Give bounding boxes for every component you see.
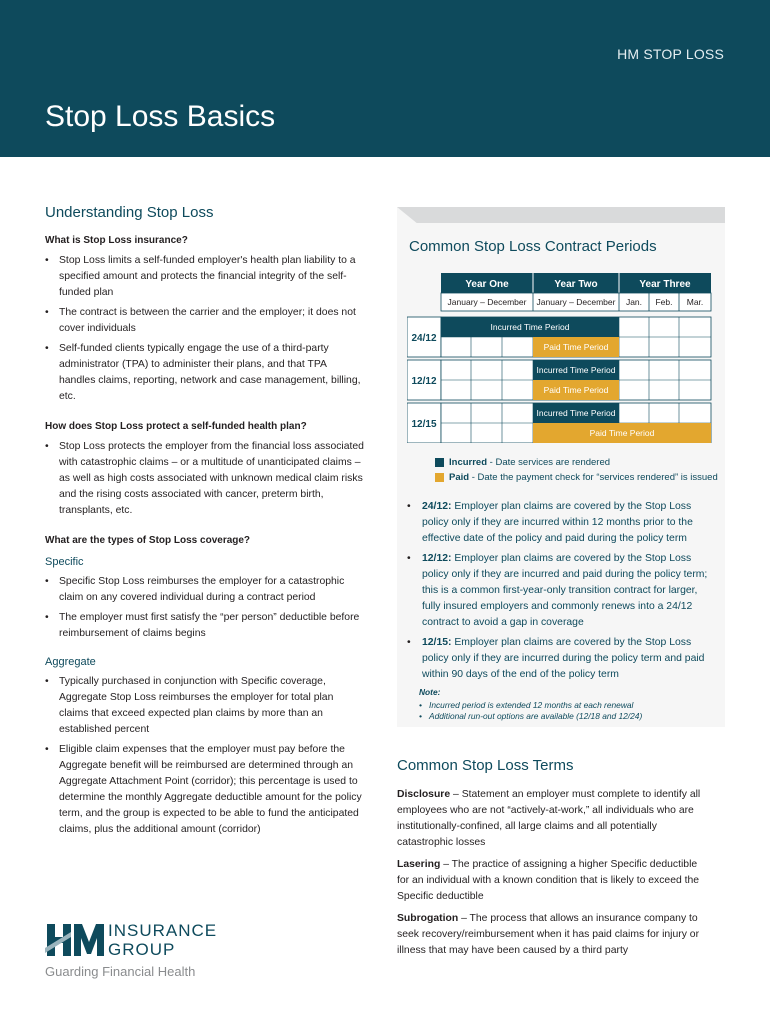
bullet-label: 12/15: [422, 637, 452, 648]
term-disclosure [397, 787, 707, 851]
subheading-specific: Specific [45, 556, 84, 568]
panel-title: Common Stop Loss Contract Periods [409, 238, 657, 255]
list-item: • The employer must first satisfy the “per person” deductible before reimbursement of claims begins [45, 610, 365, 642]
month-header-year-two: January – December [536, 297, 616, 307]
logo-word-insurance: INSURANCE [108, 921, 218, 940]
legend-paid-desc: - Date the payment check for “services rendered” is issued [469, 472, 718, 483]
list-item: • The contract is between the carrier and the employer; it does not cover individuals [45, 305, 365, 337]
aggregate-list [45, 674, 365, 838]
legend-incurred [435, 455, 718, 470]
row-label: 24/12 [411, 333, 437, 344]
term-name: Disclosure [397, 789, 451, 800]
terms-section [397, 757, 707, 965]
list-item [407, 635, 715, 683]
what-is-list [45, 253, 365, 405]
bullet-label: 24/12: [422, 501, 452, 512]
month-header-mar: Mar. [686, 297, 704, 307]
row-label: 12/12 [411, 376, 437, 387]
incurred-bar-label: Incurred Time Period [536, 365, 616, 375]
year-one-header: Year One [465, 279, 509, 290]
list-item [407, 499, 715, 547]
note-item: • Incurred period is extended 12 months at each renewal [419, 700, 709, 711]
contract-periods-table [407, 273, 713, 443]
row-12-12 [407, 360, 711, 400]
row-24-12 [407, 317, 711, 357]
page-title: Stop Loss Basics [45, 100, 276, 133]
note-title: Note: [419, 687, 441, 697]
term-name: Lasering [397, 859, 441, 870]
how-protect-list [45, 439, 365, 519]
paid-bar-label: Paid Time Period [589, 428, 655, 438]
list-item: • Stop Loss limits a self-funded employer's health plan liability to a specified amount and protects the financial integrity of the self-funded plan [45, 253, 365, 301]
logo-word-group: GROUP [108, 940, 176, 959]
row-label: 12/15 [411, 419, 437, 430]
legend-incurred-label: Incurred [449, 457, 488, 468]
contract-periods-panel [397, 207, 725, 727]
subheading-aggregate: Aggregate [45, 656, 96, 668]
legend-paid-swatch [435, 473, 444, 482]
hm-logo-icon [45, 918, 105, 958]
bullet-text: Employer plan claims are covered by the Stop Loss policy only if they are incurred and paid during the policy term; this is a common first-year-only transition contract for larger, fully insured employers and commonly renews into a 24/12 contract to avoid a gap in coverage [422, 553, 708, 628]
terms-title: Common Stop Loss Terms [397, 757, 574, 774]
list-item: • Self-funded clients typically engage the use of a third-party administrator (TPA) to administer their plans, and that TPA handles claims, reporting, network and case management, billing, etc. [45, 341, 365, 405]
term-name: Subrogation [397, 913, 459, 924]
section-title-understanding: Understanding Stop Loss [45, 204, 214, 221]
month-header-feb: Feb. [655, 297, 673, 307]
list-item: • Typically purchased in conjunction with Specific coverage, Aggregate Stop Loss reimburses the employer for total plan claims that exceed expected plan claims by more than an established percent [45, 674, 365, 738]
brand-label: HM STOP LOSS [617, 46, 724, 62]
month-header-year-one: January – December [447, 297, 527, 307]
question-what-is: What is Stop Loss insurance? [45, 235, 188, 246]
row-12-15 [407, 403, 711, 443]
bullet-text: Employer plan claims are covered by the Stop Loss policy only if they are incurred during the policy term and paid within 90 days of the end of the policy term [422, 637, 705, 680]
incurred-bar-label: Incurred Time Period [536, 408, 616, 418]
incurred-bar-label: Incurred Time Period [490, 322, 570, 332]
paid-bar-label: Paid Time Period [543, 342, 609, 352]
list-item [407, 551, 715, 631]
panel-top-bar [397, 207, 725, 223]
paid-bar-label: Paid Time Period [543, 385, 609, 395]
logo-tagline: Guarding Financial Health [45, 964, 196, 979]
term-definition: – The process that allows an insurance company to seek recovery/reimbursement when it has paid claims for injury or illness that may have been caused by a third party [397, 913, 700, 956]
question-how-protect: How does Stop Loss protect a self-funded health plan? [45, 421, 307, 432]
list-item: • Eligible claim expenses that the employer must pay before the Aggregate benefit will be reimbursed are determined through an Aggregate Attachment Point (corridor); this percentage is used to determine the monthly Aggregate deductible amount for the policy term, and the group is expected to be able to fund the anticipated claims, plus the additional amount (corridor) [45, 742, 365, 838]
legend-paid-label: Paid [449, 472, 470, 483]
year-two-header: Year Two [554, 279, 598, 290]
year-three-header: Year Three [639, 279, 691, 290]
note-item: • Additional run-out options are available (12/18 and 12/24) [419, 711, 709, 722]
question-types: What are the types of Stop Loss coverage? [45, 535, 251, 546]
list-item: • Stop Loss protects the employer from the financial loss associated with catastrophic claims – or a multitude of unanticipated claims – as well as high costs associated with unknown medical claim risks and the rising costs associated with cancer, preterm birth, transplants, etc. [45, 439, 365, 519]
legend-incurred-desc: - Date services are rendered [487, 457, 611, 468]
legend-paid [435, 470, 718, 485]
header-banner [0, 0, 770, 157]
term-lasering [397, 857, 707, 905]
specific-list [45, 574, 365, 642]
note-block [419, 687, 709, 722]
month-header-jan: Jan. [625, 297, 643, 307]
left-column [45, 204, 365, 842]
chart-legend [435, 455, 718, 485]
hm-insurance-logo [45, 918, 245, 980]
term-definition: – The practice of assigning a higher Specific deductible for an individual with a known condition that is likely to exceed the Specific deductible [397, 859, 700, 902]
bullet-label: 12/12: [422, 553, 452, 564]
bullet-text: Employer plan claims are covered by the Stop Loss policy only if they are incurred within 12 months prior to the effective date of the policy and paid during the policy term [422, 501, 693, 544]
contract-type-list [407, 499, 715, 687]
term-subrogation [397, 911, 707, 959]
term-definition: – Statement an employer must complete to identify all employees who are not “actively-at-work,” all individuals who are institutionally-confined, all large claims and all potentially catastrophic losses [397, 789, 701, 848]
legend-incurred-swatch [435, 458, 444, 467]
list-item: • Specific Stop Loss reimburses the employer for a catastrophic claim on any covered individual during a contract period [45, 574, 365, 606]
